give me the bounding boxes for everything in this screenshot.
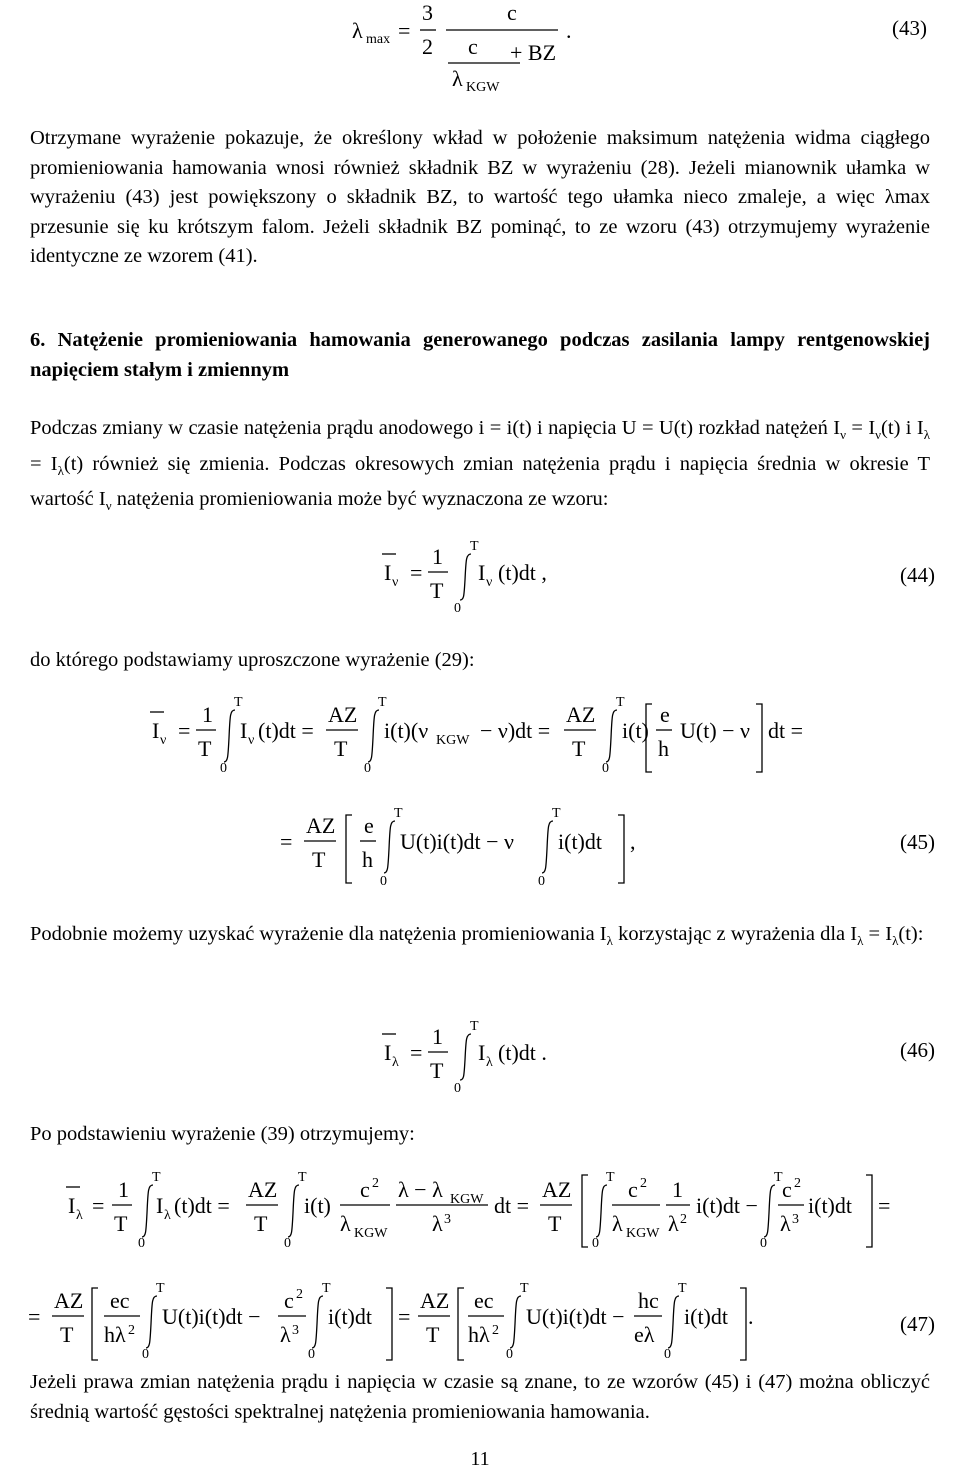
svg-text:=: =	[398, 18, 411, 43]
svg-text:e: e	[660, 702, 670, 727]
svg-text:c: c	[360, 1177, 370, 1202]
svg-text:c: c	[628, 1177, 638, 1202]
svg-text:0: 0	[138, 1236, 145, 1251]
paragraph-2: Podczas zmiany w czasie natężenia prądu anodowego i = i(t) i napięcia U = U(t) rozkład natężeń $I_\nu = I_\nu(t)$ i $I_\lambda = I_\lambda(t)$ również się zmienia. Podczas okresowych zmian natężenia prądu i napięcia średnia w okresie T wartość $I_\nu$ natężenia promieniowania może być wyznaczona ze wzoru:	[30, 417, 931, 514]
svg-text:T: T	[152, 1170, 161, 1185]
svg-text:1: 1	[672, 1177, 683, 1202]
svg-text:=: =	[398, 1304, 411, 1329]
svg-text:T: T	[678, 1281, 687, 1296]
svg-text:eλ: eλ	[634, 1322, 655, 1347]
svg-text:c: c	[284, 1288, 294, 1313]
svg-text:AZ: AZ	[328, 702, 358, 727]
svg-text:AZ: AZ	[248, 1177, 278, 1202]
svg-text:AZ: AZ	[566, 702, 596, 727]
equation-number-44: (44)	[900, 563, 935, 587]
svg-text:T: T	[322, 1281, 331, 1296]
svg-text:T: T	[312, 847, 326, 872]
equation-number-46: (46)	[900, 1038, 935, 1062]
svg-text:dt =: dt =	[768, 718, 804, 743]
svg-text:T: T	[114, 1211, 128, 1236]
svg-text:0: 0	[284, 1236, 291, 1251]
svg-text:i(t): i(t)	[622, 718, 649, 743]
svg-text:ec: ec	[474, 1288, 494, 1313]
svg-text:λ: λ	[392, 1055, 399, 1070]
svg-text:I: I	[240, 718, 248, 743]
svg-text:i(t)dt −: i(t)dt −	[696, 1193, 758, 1218]
svg-text:0: 0	[142, 1347, 149, 1362]
svg-text:T: T	[616, 695, 625, 710]
svg-text:0: 0	[364, 761, 371, 776]
svg-text:.: .	[566, 18, 572, 43]
svg-text:=: =	[878, 1193, 891, 1218]
svg-text:U(t) − ν: U(t) − ν	[680, 718, 751, 743]
svg-text:ν: ν	[486, 575, 493, 590]
svg-text:λ − λ: λ − λ	[398, 1177, 443, 1202]
svg-text:I: I	[152, 718, 160, 743]
svg-text:2: 2	[492, 1323, 499, 1338]
section-heading: 6. Natężenie promieniowania hamowania generowanego podczas zasilania lampy rentgenowskiej napięciem stałym i zmiennym	[30, 329, 930, 381]
equation-number-47: (47)	[900, 1312, 935, 1336]
svg-text:e: e	[364, 813, 374, 838]
svg-text:c: c	[782, 1177, 792, 1202]
paragraph-6: Jeżeli prawa zmian natężenia prądu i napięcia w czasie są znane, to ze wzorów (45) i (47) można obliczyć średnią wartość gęstości spektralnej natężenia promieniowania hamowania.	[30, 1371, 930, 1423]
svg-text:λ: λ	[612, 1211, 623, 1236]
svg-text:i(t): i(t)	[304, 1193, 331, 1218]
svg-text:2: 2	[422, 34, 433, 59]
svg-text:dt =: dt =	[494, 1193, 530, 1218]
svg-text:T: T	[774, 1170, 783, 1185]
svg-text:KGW: KGW	[466, 80, 500, 95]
svg-text:T: T	[60, 1322, 74, 1347]
svg-text:KGW: KGW	[450, 1192, 484, 1207]
equation-43	[340, 0, 600, 100]
svg-text:U(t)i(t)dt − ν: U(t)i(t)dt − ν	[400, 829, 514, 854]
svg-text:T: T	[606, 1170, 615, 1185]
svg-text:λ: λ	[76, 1208, 83, 1223]
svg-text:hλ: hλ	[104, 1322, 126, 1347]
svg-text:I: I	[68, 1193, 76, 1218]
svg-text:T: T	[520, 1281, 529, 1296]
svg-text:λ: λ	[352, 18, 363, 43]
equation-45-line-2	[280, 805, 700, 905]
svg-text:2: 2	[372, 1176, 379, 1191]
svg-text:0: 0	[308, 1347, 315, 1362]
svg-text:i(t)(ν: i(t)(ν	[384, 718, 429, 743]
svg-text:.: .	[748, 1304, 754, 1329]
svg-text:AZ: AZ	[54, 1288, 84, 1313]
svg-text:λ: λ	[432, 1211, 443, 1236]
svg-text:=: =	[28, 1304, 41, 1329]
svg-text:T: T	[334, 736, 348, 761]
svg-text:0: 0	[454, 601, 461, 616]
svg-text:U(t)i(t)dt −: U(t)i(t)dt −	[162, 1304, 261, 1329]
svg-text:=: =	[92, 1193, 105, 1218]
svg-text:AZ: AZ	[542, 1177, 572, 1202]
svg-text:λ: λ	[280, 1322, 291, 1347]
svg-text:T: T	[548, 1211, 562, 1236]
svg-text:=: =	[410, 1040, 423, 1065]
equation-47-line-2	[28, 1278, 758, 1378]
svg-text:ν: ν	[248, 733, 255, 748]
svg-text:3: 3	[292, 1323, 299, 1338]
svg-text:I: I	[384, 560, 392, 585]
svg-text:0: 0	[538, 874, 545, 889]
svg-text:I: I	[478, 1040, 486, 1065]
svg-text:KGW: KGW	[354, 1226, 388, 1241]
svg-text:h: h	[362, 847, 373, 872]
svg-text:T: T	[470, 1019, 479, 1034]
svg-text:λ: λ	[668, 1211, 679, 1236]
svg-text:λ: λ	[780, 1211, 791, 1236]
svg-text:T: T	[430, 578, 444, 603]
svg-text:=: =	[410, 560, 423, 585]
svg-text:T: T	[378, 695, 387, 710]
svg-text:T: T	[426, 1322, 440, 1347]
svg-text:=: =	[178, 718, 191, 743]
svg-text:2: 2	[640, 1176, 647, 1191]
svg-text:1: 1	[118, 1177, 129, 1202]
svg-text:(t)dt =: (t)dt =	[258, 718, 314, 743]
svg-text:I: I	[156, 1193, 164, 1218]
svg-text:(t)dt .: (t)dt .	[498, 1040, 547, 1065]
svg-text:3: 3	[422, 0, 433, 25]
svg-text:I: I	[384, 1040, 392, 1065]
svg-text:λ: λ	[164, 1208, 171, 1223]
svg-text:λ: λ	[340, 1211, 351, 1236]
svg-text:i(t)dt: i(t)dt	[684, 1304, 728, 1329]
svg-text:1: 1	[432, 544, 443, 569]
svg-text:T: T	[430, 1058, 444, 1083]
svg-text:i(t)dt: i(t)dt	[808, 1193, 852, 1218]
svg-text:2: 2	[680, 1212, 687, 1227]
svg-text:0: 0	[602, 761, 609, 776]
svg-text:=: =	[280, 829, 293, 854]
paragraph-4: Podobnie możemy uzyskać wyrażenie dla natężenia promieniowania $I_\lambda$ korzystając z wyrażenia dla $I_\lambda = I_\lambda(t)$:	[30, 923, 924, 949]
svg-text:ν: ν	[392, 575, 399, 590]
svg-text:AZ: AZ	[420, 1288, 450, 1313]
svg-text:T: T	[254, 1211, 268, 1236]
svg-text:c: c	[507, 0, 517, 25]
svg-text:i(t)dt: i(t)dt	[328, 1304, 372, 1329]
equation-number-43: (43)	[892, 16, 927, 40]
svg-text:0: 0	[760, 1236, 767, 1251]
svg-text:λ: λ	[452, 66, 463, 91]
svg-text:c: c	[468, 34, 478, 59]
svg-text:2: 2	[296, 1287, 303, 1302]
svg-text:0: 0	[220, 761, 227, 776]
svg-text:AZ: AZ	[306, 813, 336, 838]
svg-text:ν: ν	[160, 733, 167, 748]
svg-text:1: 1	[202, 702, 213, 727]
paragraph-1	[30, 124, 930, 272]
svg-text:,: ,	[630, 829, 636, 854]
svg-text:2: 2	[794, 1176, 801, 1191]
svg-text:T: T	[234, 695, 243, 710]
svg-text:ec: ec	[110, 1288, 130, 1313]
svg-text:0: 0	[454, 1081, 461, 1096]
svg-text:T: T	[572, 736, 586, 761]
svg-text:U(t)i(t)dt −: U(t)i(t)dt −	[526, 1304, 625, 1329]
svg-text:0: 0	[380, 874, 387, 889]
svg-text:(t)dt ,: (t)dt ,	[498, 560, 547, 585]
svg-text:max: max	[366, 32, 391, 47]
svg-text:2: 2	[128, 1323, 135, 1338]
svg-text:KGW: KGW	[436, 733, 470, 748]
equation-45-line-1	[140, 690, 840, 790]
paragraph-5: Po podstawieniu wyrażenie (39) otrzymujemy:	[30, 1123, 415, 1145]
svg-text:0: 0	[592, 1236, 599, 1251]
svg-text:3: 3	[444, 1212, 451, 1227]
equation-44	[370, 530, 570, 620]
page-number: 11	[470, 1448, 490, 1470]
svg-text:+ BZ: + BZ	[510, 40, 557, 65]
paragraph-1-text: Otrzymane wyrażenie pokazuje, że określony wkład w położenie maksimum natężenia widma ciągłego promieniowania hamowania wnosi również składnik BZ w wyrażeniu (28). Jeżeli mianownik ułamka w wyrażeniu (43) jest powiększony o składnik BZ, to wartość tego ułamka nieco zmaleje, a więc λmax przesunie się ku krótszym falom. Jeżeli składnik BZ pominąć, to ze wzoru (43) otrzymujemy wyrażenie identyczne ze wzorem (41).	[30, 127, 930, 267]
svg-text:KGW: KGW	[626, 1226, 660, 1241]
svg-text:3: 3	[792, 1212, 799, 1227]
equation-46	[370, 1010, 570, 1100]
svg-text:h: h	[658, 736, 669, 761]
svg-text:T: T	[298, 1170, 307, 1185]
svg-text:hc: hc	[638, 1288, 659, 1313]
svg-text:i(t)dt: i(t)dt	[558, 829, 602, 854]
equation-47-line-1	[48, 1165, 908, 1265]
svg-text:(t)dt =: (t)dt =	[174, 1193, 230, 1218]
paragraph-3: do którego podstawiamy uproszczone wyrażenie (29):	[30, 649, 475, 671]
svg-text:T: T	[156, 1281, 165, 1296]
equation-number-45: (45)	[900, 830, 935, 854]
svg-text:T: T	[552, 806, 561, 821]
svg-text:− ν)dt =: − ν)dt =	[480, 718, 551, 743]
svg-text:I: I	[478, 560, 486, 585]
svg-text:T: T	[198, 736, 212, 761]
svg-text:T: T	[470, 539, 479, 554]
svg-text:1: 1	[432, 1024, 443, 1049]
svg-text:T: T	[394, 806, 403, 821]
svg-text:0: 0	[506, 1347, 513, 1362]
svg-text:hλ: hλ	[468, 1322, 490, 1347]
svg-text:λ: λ	[486, 1055, 493, 1070]
svg-text:0: 0	[664, 1347, 671, 1362]
